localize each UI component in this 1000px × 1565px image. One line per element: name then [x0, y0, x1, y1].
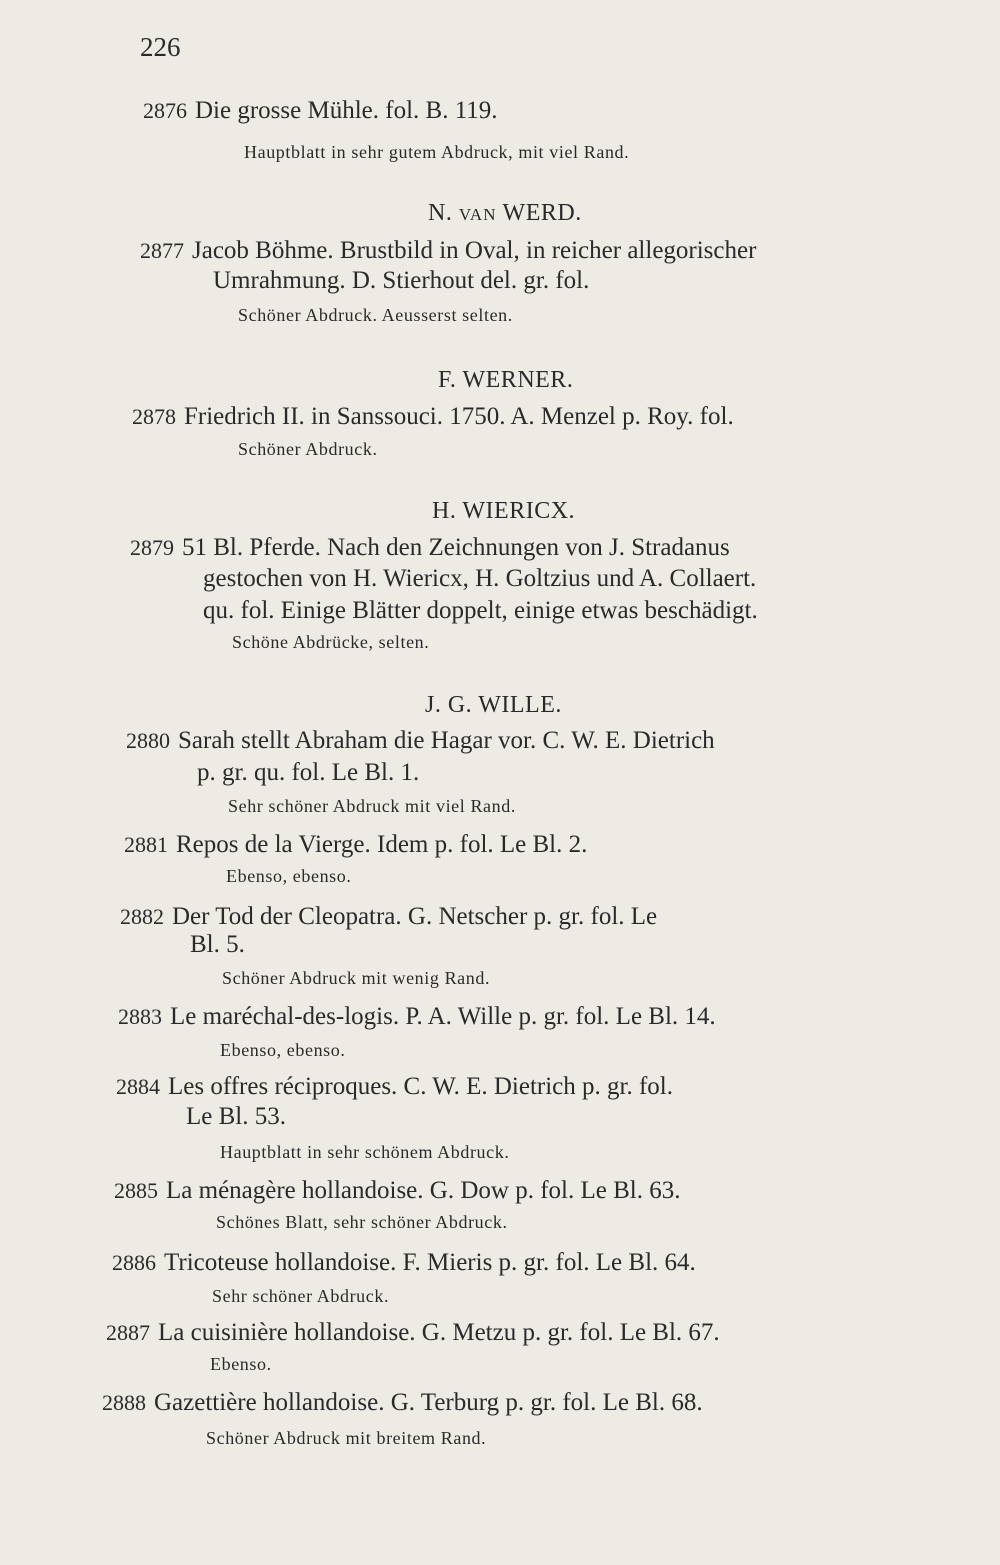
lot-number: 2876 [143, 98, 187, 123]
lot-number: 2879 [130, 535, 174, 560]
entry-continuation: Umrahmung. D. Stierhout del. gr. fol. [213, 267, 590, 294]
lot-number: 2887 [106, 1320, 150, 1345]
entry-continuation: gestochen von H. Wiericx, H. Goltzius und A. Collaert. [203, 565, 757, 592]
entry-continuation: Le Bl. 53. [186, 1103, 286, 1130]
lot-number: 2877 [140, 238, 184, 263]
entry-2884 [116, 1072, 673, 1102]
entry-note: Schöner Abdruck mit wenig Rand. [222, 968, 491, 988]
lot-number: 2881 [124, 832, 168, 857]
entry-2885 [114, 1176, 680, 1206]
page-number: 226 [140, 32, 181, 62]
artist-heading: J. G. WILLE. [425, 692, 562, 718]
entry-title: Der Tod der Cleopatra. G. Netscher p. gr. fol. Le [172, 903, 658, 930]
lot-number: 2880 [126, 728, 170, 753]
entry-note: Hauptblatt in sehr schönem Abdruck. [220, 1142, 510, 1162]
entry-2887 [106, 1318, 720, 1348]
entry-2881 [124, 830, 587, 860]
artist-heading: F. WERNER. [438, 367, 574, 393]
entry-2877 [140, 236, 756, 266]
lot-number: 2883 [118, 1004, 162, 1029]
lot-number: 2878 [132, 404, 176, 429]
entry-continuation: qu. fol. Einige Blätter doppelt, einige etwas beschädigt. [203, 597, 758, 624]
entry-2883 [118, 1002, 716, 1032]
entry-2888 [102, 1388, 703, 1418]
entry-title: Gazettière hollandoise. G. Terburg p. gr. fol. Le Bl. 68. [154, 1389, 703, 1416]
entry-title: Friedrich II. in Sanssouci. 1750. A. Menzel p. Roy. fol. [184, 403, 734, 430]
entry-title: Die grosse Mühle. fol. B. 119. [195, 97, 498, 124]
entry-note: Schönes Blatt, sehr schöner Abdruck. [216, 1212, 508, 1232]
lot-number: 2885 [114, 1178, 158, 1203]
entry-title: Repos de la Vierge. Idem p. fol. Le Bl. 2. [176, 831, 588, 858]
entry-title: Tricoteuse hollandoise. F. Mieris p. gr. fol. Le Bl. 64. [164, 1249, 696, 1276]
lot-number: 2884 [116, 1074, 160, 1099]
lot-number: 2888 [102, 1390, 146, 1415]
entry-2879 [130, 533, 730, 563]
entry-title: Les offres réciproques. C. W. E. Dietrich p. gr. fol. [168, 1073, 673, 1100]
lot-number: 2882 [120, 904, 164, 929]
entry-title: La ménagère hollandoise. G. Dow p. fol. Le Bl. 63. [166, 1177, 681, 1204]
artist-heading: N. VAN WERD. [428, 200, 582, 226]
entry-2882 [120, 902, 657, 932]
entry-continuation: p. gr. qu. fol. Le Bl. 1. [197, 759, 420, 786]
entry-2886 [112, 1248, 696, 1278]
entry-2878 [132, 402, 734, 432]
entry-note: Schöner Abdruck. [238, 439, 378, 459]
entry-note: Ebenso, ebenso. [220, 1040, 346, 1060]
entry-note: Ebenso. [210, 1354, 272, 1374]
entry-title: Sarah stellt Abraham die Hagar vor. C. W. E. Dietrich [178, 727, 715, 754]
entry-continuation: Bl. 5. [190, 931, 245, 958]
entry-2880 [126, 726, 715, 756]
entry-title: La cuisinière hollandoise. G. Metzu p. gr. fol. Le Bl. 67. [158, 1319, 720, 1346]
entry-note: Schöner Abdruck mit breitem Rand. [206, 1428, 487, 1448]
entry-note: Schöner Abdruck. Aeusserst selten. [238, 305, 513, 325]
entry-note: Schöne Abdrücke, selten. [232, 632, 430, 652]
entry-title: Le maréchal-des-logis. P. A. Wille p. gr. fol. Le Bl. 14. [170, 1003, 716, 1030]
entry-note: Sehr schöner Abdruck mit viel Rand. [228, 796, 516, 816]
entry-title: 51 Bl. Pferde. Nach den Zeichnungen von J. Stradanus [182, 534, 730, 561]
entry-2876 [143, 96, 498, 126]
entry-note: Ebenso, ebenso. [226, 866, 352, 886]
artist-heading: H. WIERICX. [432, 498, 576, 524]
entry-note: Sehr schöner Abdruck. [212, 1286, 390, 1306]
entry-note: Hauptblatt in sehr gutem Abdruck, mit viel Rand. [244, 142, 630, 162]
entry-title: Jacob Böhme. Brustbild in Oval, in reicher allegorischer [192, 237, 757, 264]
lot-number: 2886 [112, 1250, 156, 1275]
